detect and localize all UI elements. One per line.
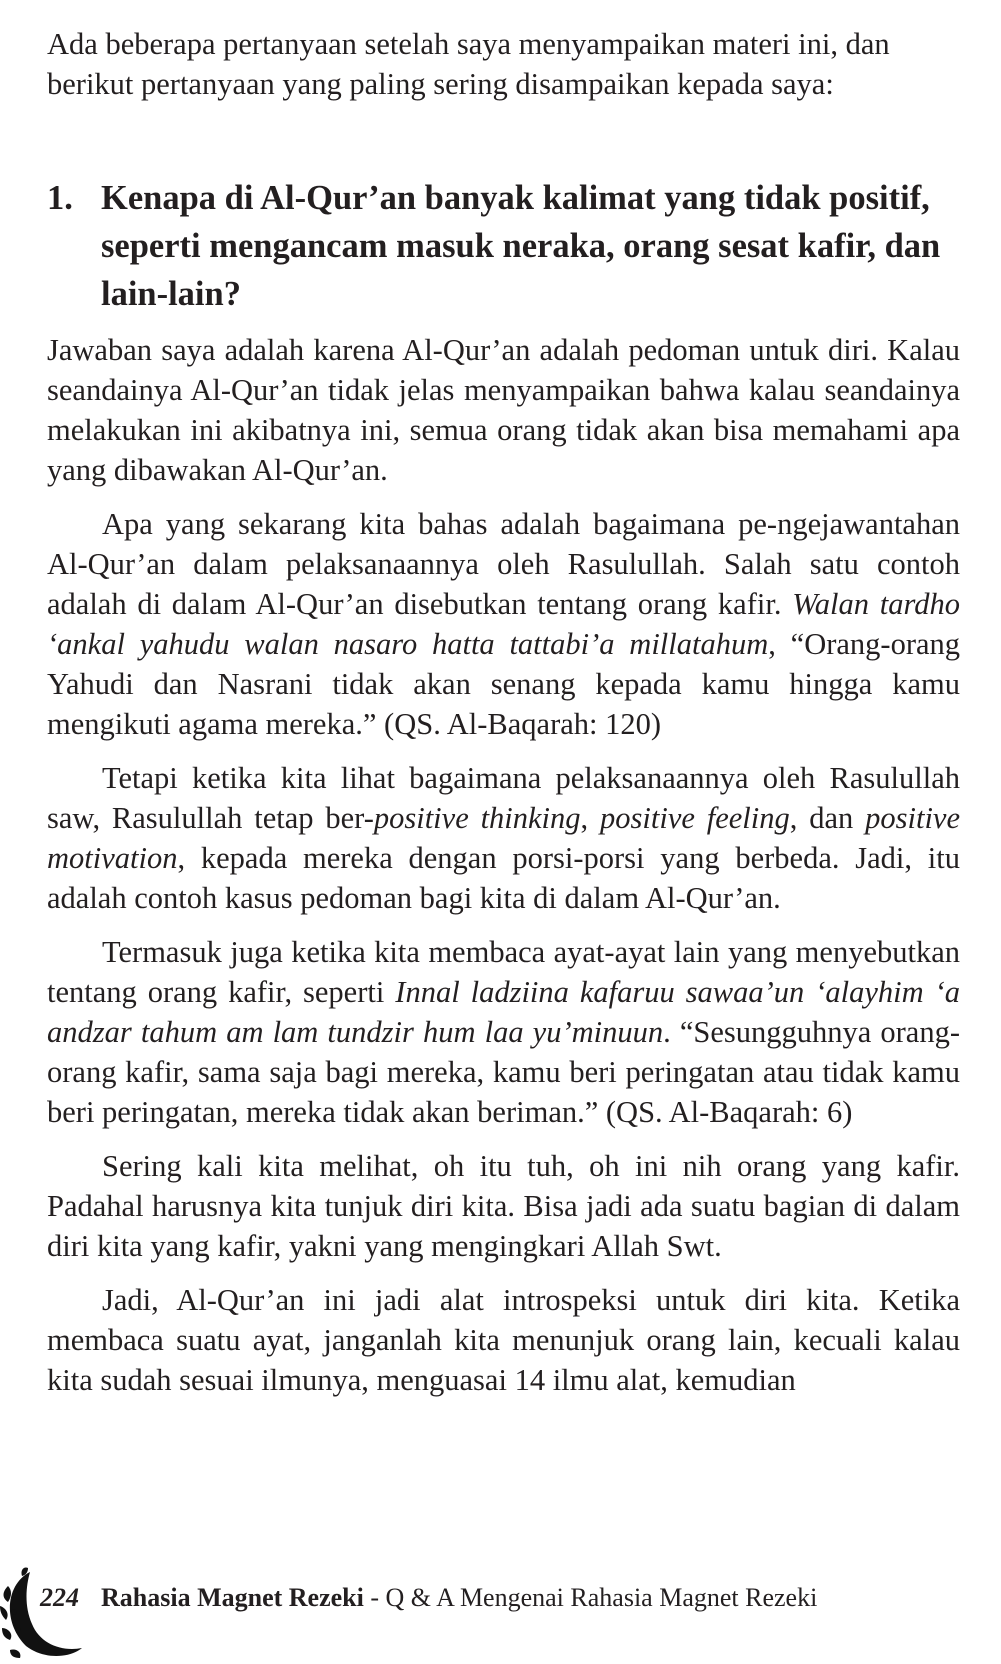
paragraph-3-italic-f: positive motivation <box>47 801 960 875</box>
paragraph-3-text-g: , kepada mereka dengan porsi-porsi yang berbeda. Jadi, itu adalah contoh kasus pedoman bagi kita di dalam Al-Qur’an. <box>47 841 960 915</box>
paragraph-4-text-c: . “Sesungguhnya orang-orang kafir, sama saja bagi mereka, kamu beri peringatan atau tidak kamu beri peringatan, mereka tidak akan beriman.” (QS. Al-Baqarah: 6) <box>47 1015 960 1129</box>
paragraph-2-text-a: Apa yang sekarang kita bahas adalah bagaimana pe-ngejawantahan Al-Qur’an dalam pelaksanaannya oleh Rasulullah. Salah satu contoh adalah di dalam Al-Qur’an disebutkan tentang orang kafir. <box>47 507 960 621</box>
page-footer <box>0 1566 1001 1664</box>
chapter-title: Q & A Mengenai Rahasia Magnet Rezeki <box>385 1583 818 1612</box>
paragraph-3-text-e: , dan <box>789 801 866 835</box>
answer-paragraph-2 <box>47 504 960 744</box>
question-heading <box>47 174 960 318</box>
answer-paragraph-5: Sering kali kita melihat, oh itu tuh, oh ini nih orang yang kafir. Padahal harusnya kita tunjuk diri kita. Bisa jadi ada suatu bagian di dalam diri kita yang kafir, yakni yang mengingkari Allah Swt. <box>47 1149 960 1263</box>
answer-paragraph-3 <box>47 758 960 918</box>
page-content <box>47 24 960 1400</box>
paragraph-4-arabic-transliteration: Innal ladziina kafaruu sawaa’un ‘alayhim ‘a andzar tahum am lam tundzir hum laa yu’minuun <box>47 975 960 1049</box>
paragraph-3-italic-d: positive feeling <box>600 801 790 835</box>
paragraph-2-arabic-transliteration: Walan tardho ‘ankal yahudu walan nasaro hatta tattabi’a millatahum <box>47 587 960 661</box>
paragraph-2-text-c: , “Orang-orang Yahudi dan Nasrani tidak akan senang kepada kamu hingga kamu mengikuti agama mereka.” (QS. Al-Baqarah: 120) <box>47 627 961 741</box>
paragraph-4-text-a: Termasuk juga ketika kita membaca ayat-ayat lain yang menyebutkan tentang orang kafir, seperti <box>47 935 960 1009</box>
paragraph-3-text-a: Tetapi ketika kita lihat bagaimana pelaksanaannya oleh Rasulullah saw, Rasulullah tetap ber- <box>47 761 960 835</box>
question-number: 1. <box>47 179 73 217</box>
footer-separator: - <box>363 1583 386 1612</box>
paragraph-3-text-c: , <box>580 801 601 835</box>
paragraph-3-italic-b: positive thinking <box>373 801 581 835</box>
footer-running-head <box>40 1581 817 1615</box>
answer-paragraph-1: Jawaban saya adalah karena Al-Qur’an adalah pedoman untuk diri. Kalau seandainya Al-Qur’an tidak jelas menyampaikan bahwa kalau seandainya melakukan ini akibatnya ini, semua orang tidak akan bisa memahami apa yang dibawakan Al-Qur’an. <box>47 333 960 487</box>
question-text: Kenapa di Al-Qur’an banyak kalimat yang tidak positif, seperti mengancam masuk neraka, orang sesat kafir, dan lain-lain? <box>101 179 941 313</box>
intro-paragraph: Ada beberapa pertanyaan setelah saya menyampaikan materi ini, dan berikut pertanyaan yang paling sering disampaikan kepada saya: <box>47 27 890 101</box>
answer-paragraph-6: Jadi, Al-Qur’an ini jadi alat introspeksi untuk diri kita. Ketika membaca suatu ayat, janganlah kita menunjuk orang lain, kecuali kalau kita sudah sesuai ilmunya, menguasai 14 ilmu alat, kemudian <box>47 1283 960 1397</box>
book-title: Rahasia Magnet Rezeki <box>101 1583 364 1612</box>
page-number: 224 <box>40 1583 79 1612</box>
answer-paragraph-4 <box>47 932 960 1132</box>
